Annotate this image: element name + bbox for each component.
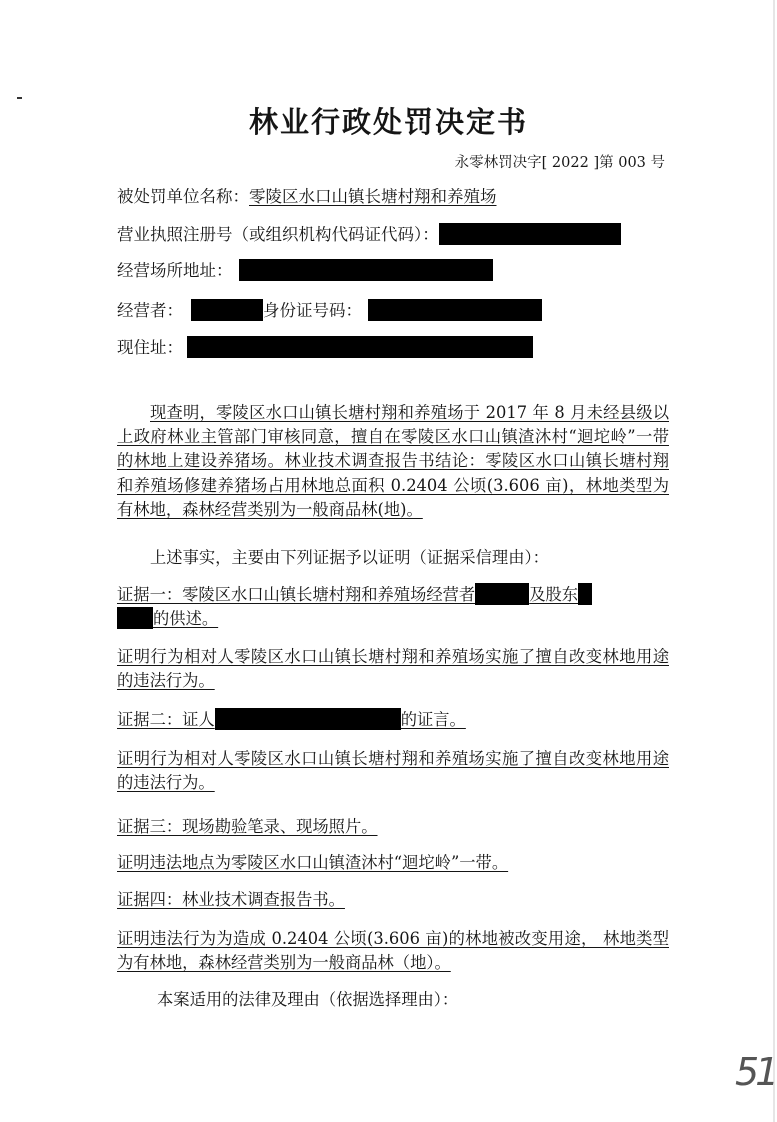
- evidence-3-text: 证据三：现场勘验笔录、现场照片。: [117, 817, 378, 836]
- redaction-bar: [215, 708, 401, 730]
- evidence-2-proof: [117, 747, 669, 795]
- redaction-bar: [187, 336, 533, 358]
- evidence-2-prefix: 证据二：证人: [117, 710, 215, 729]
- evidence-1-prefix: 证据一：零陵区水口山镇长塘村翔和养殖场经营者: [117, 585, 476, 604]
- evidence-3: [117, 815, 669, 839]
- evidence-1: [117, 583, 669, 631]
- document-number: 永零林罚决字[ 2022 ]第 003 号: [454, 155, 665, 171]
- redaction-bar: [191, 299, 263, 321]
- redaction-bar: [578, 583, 592, 605]
- legal-basis: 本案适用的法律及理由（依据选择理由）：: [157, 990, 459, 1009]
- evidence-2-proof-text: 证明行为相对人零陵区水口山镇长塘村翔和养殖场实施了擅自改变林地用途的违法行为。: [117, 749, 669, 793]
- scan-edge: [773, 0, 775, 1122]
- evidence-2-suffix: 的证言。: [400, 710, 466, 729]
- redaction-bar: [368, 299, 542, 321]
- evidence-1-suffix: 的供述。: [153, 609, 219, 629]
- field-license: [117, 223, 621, 247]
- evidence-1-proof-text: 证明行为相对人零陵区水口山镇长塘村翔和养殖场实施了擅自改变林地用途的违法行为。: [117, 647, 669, 691]
- evidence-3-proof: [117, 851, 669, 875]
- residence-label: 现住址：: [117, 338, 183, 357]
- evidence-1-proof: [117, 645, 669, 693]
- evidence-intro: 上述事实，主要由下列证据予以证明（证据采信理由）：: [150, 548, 549, 567]
- evidence-4-proof: [117, 927, 669, 975]
- redaction-bar: [475, 583, 529, 605]
- field-address: [117, 259, 493, 283]
- findings-paragraph: [117, 401, 669, 522]
- unit-label: 被处罚单位名称：: [117, 187, 249, 206]
- operator-label: 经营者：: [117, 301, 183, 320]
- findings-text: 现查明，零陵区水口山镇长塘村翔和养殖场于 2017 年 8 月未经县级以上政府林业主管部门审核同意，擅自在零陵区水口山镇渣沐村“迴坨岭”一带的林地上建设养猪场。林业技术调查报告书结论：零陵区水口山镇长塘村翔和养殖场修建养猪场占用林地总面积 0.2404 公顷(3.606 亩)，林地类型为有林地，森林经营类别为一般商品林(地)。: [117, 403, 669, 519]
- field-residence: [117, 336, 533, 360]
- evidence-4-proof-text: 证明违法行为为造成 0.2404 公顷(3.606 亩)的林地被改变用途， 林地类型为有林地，森林经营类别为一般商品林（地）。: [117, 929, 669, 973]
- redaction-bar: [117, 607, 153, 629]
- document-title: 林业行政处罚决定书: [248, 105, 528, 139]
- unit-value: 零陵区水口山镇长塘村翔和养殖场: [249, 187, 497, 206]
- redaction-bar: [439, 223, 621, 245]
- field-operator: [117, 299, 542, 323]
- evidence-2: [117, 708, 669, 732]
- evidence-3-proof-text: 证明违法地点为零陵区水口山镇渣沐村“迴坨岭”一带。: [117, 853, 509, 872]
- redaction-bar: [239, 259, 493, 281]
- id-label: 身份证号码：: [263, 301, 362, 320]
- scan-mark: [17, 97, 22, 99]
- field-unit: [117, 185, 497, 209]
- evidence-1-mid: 及股东: [529, 585, 579, 604]
- handwritten-page-number: 51: [735, 1050, 776, 1094]
- license-label: 营业执照注册号（或组织机构代码证代码）：: [117, 225, 439, 244]
- address-label: 经营场所地址：: [117, 261, 233, 280]
- evidence-4: [117, 888, 669, 912]
- evidence-4-text: 证据四：林业技术调查报告书。: [117, 890, 345, 909]
